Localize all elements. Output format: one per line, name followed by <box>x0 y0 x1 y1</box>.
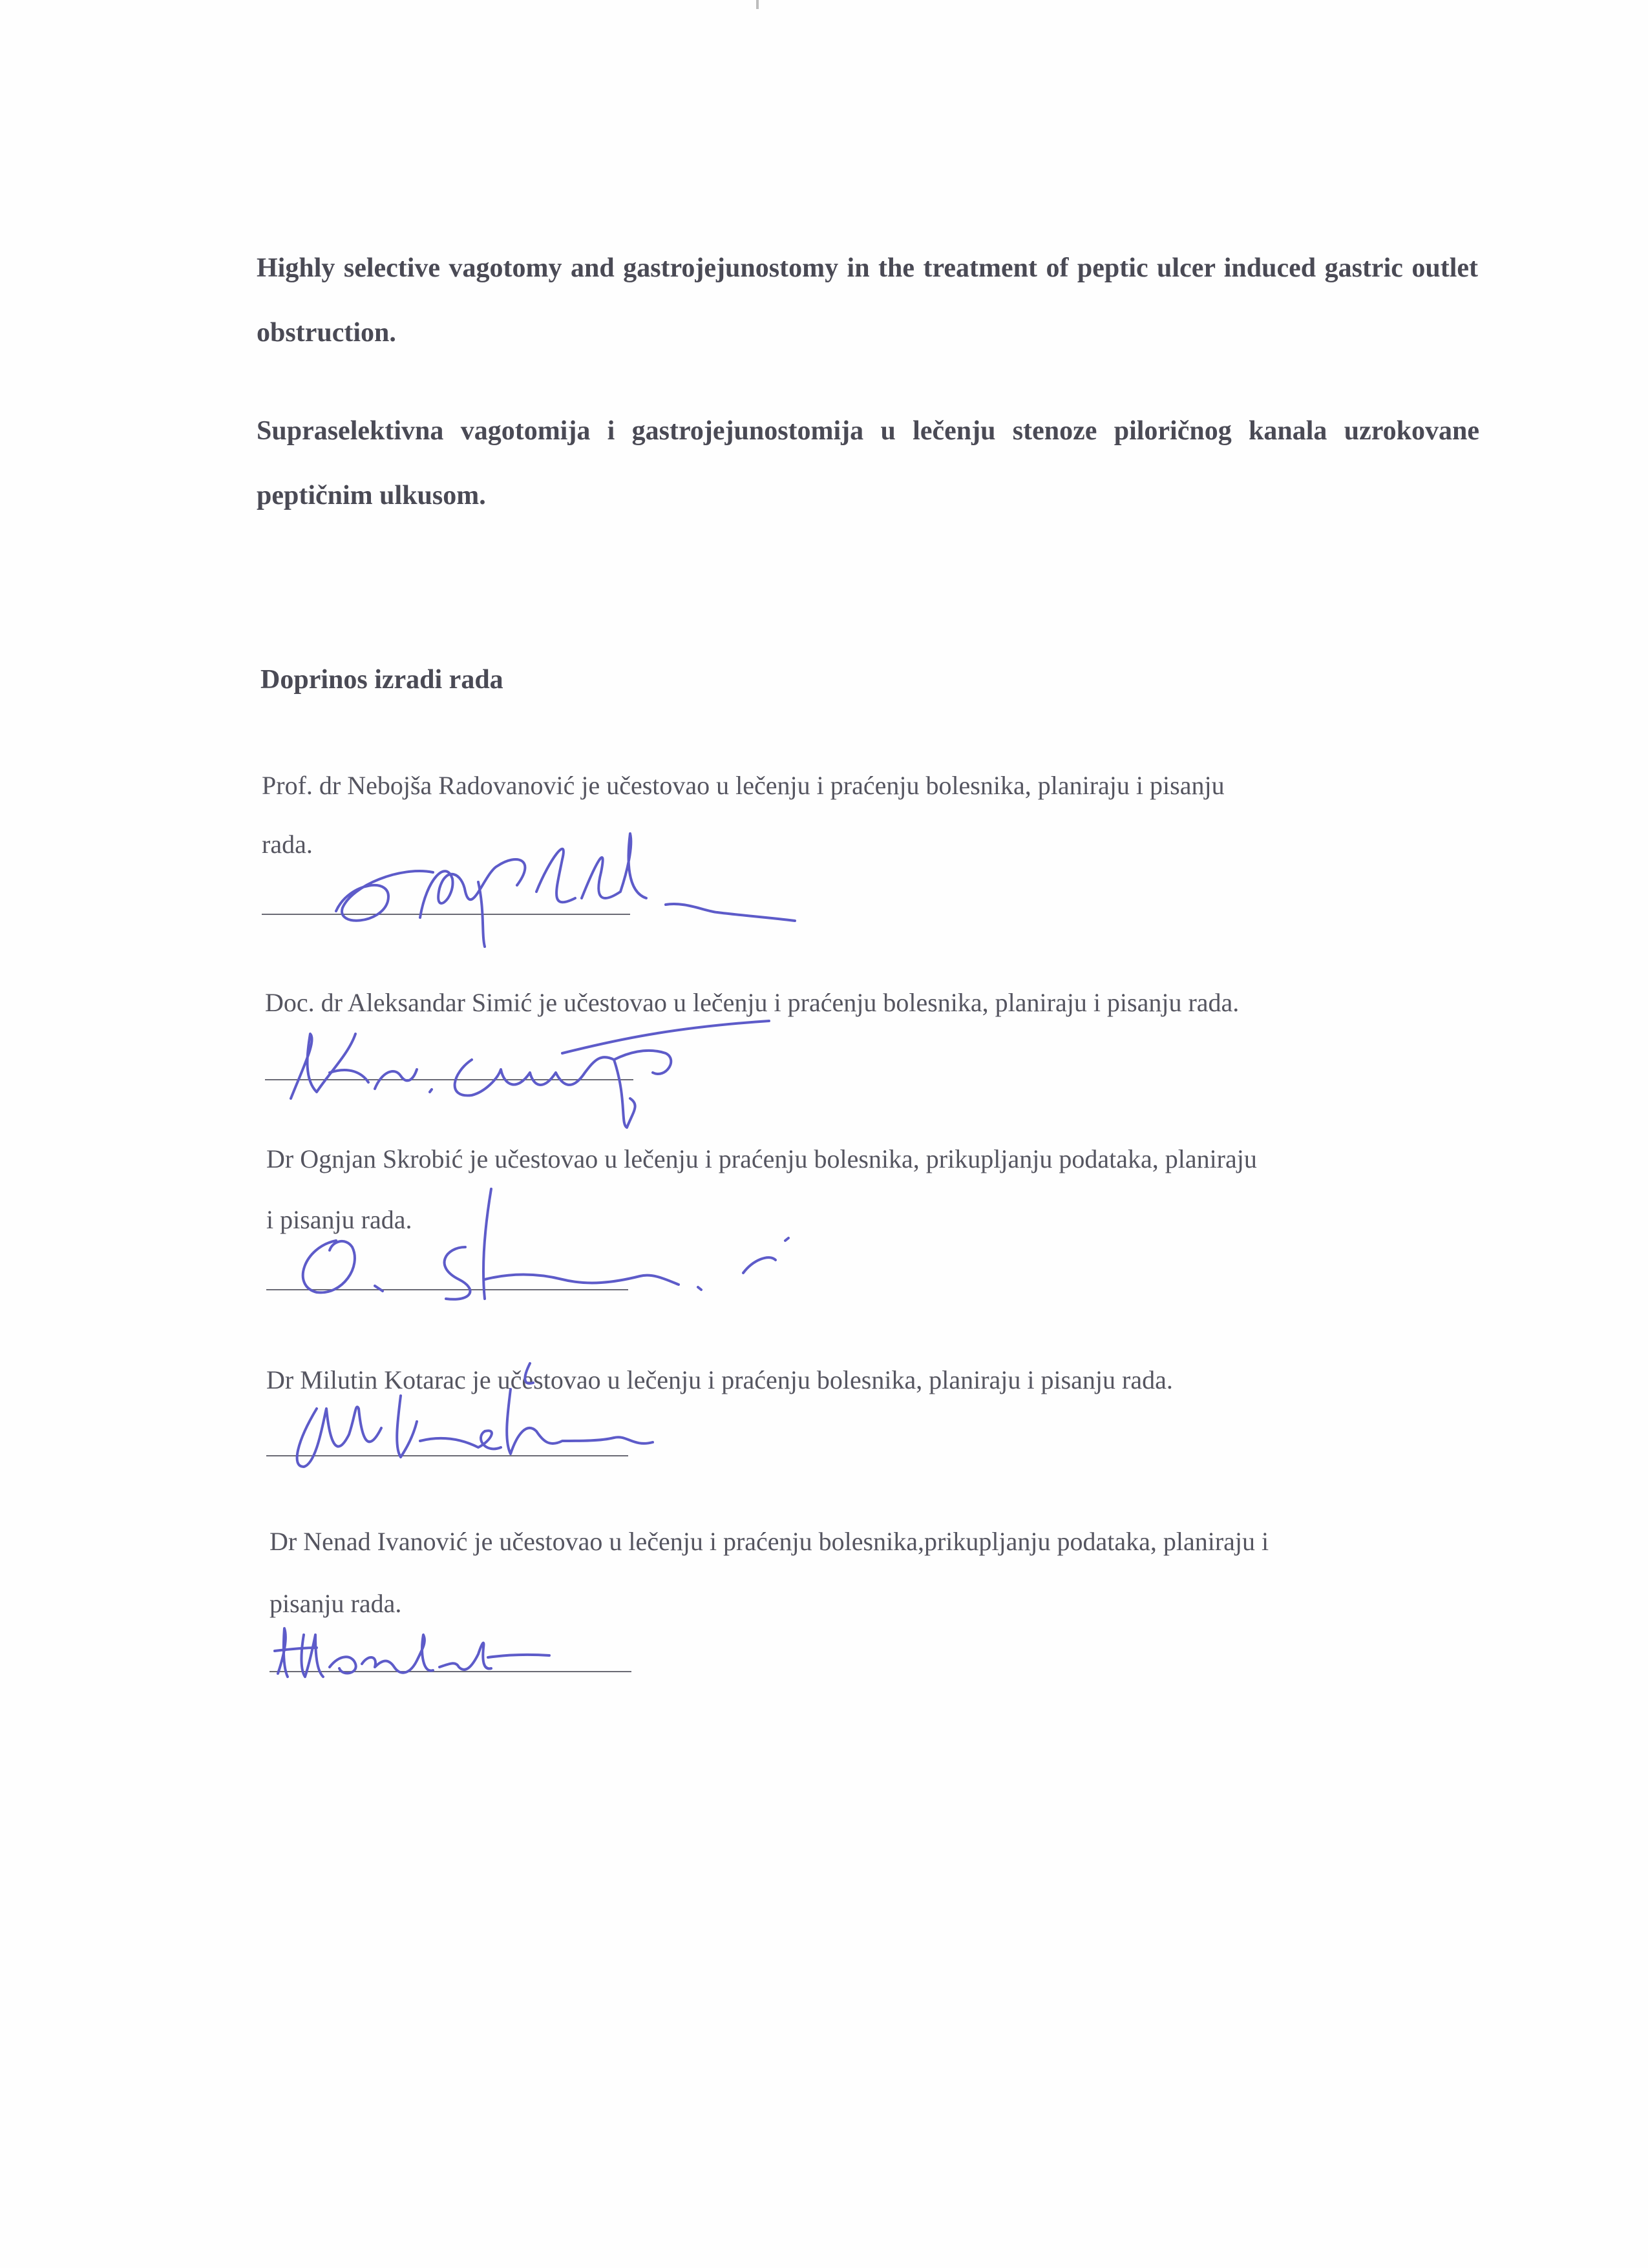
contribution-entry-4-line-1: Dr Milutin Kotarac je učestovao u lečenju i praćenju bolesnika, planiraju i pisanju rada. <box>266 1365 1173 1394</box>
signature-2 <box>278 995 782 1131</box>
serbian-title: Supraselektivna vagotomija i gastrojejunostomija u lečenju stenoze piloričnog kanala uzrokovane peptičnim ulkusom. <box>257 416 1479 510</box>
contribution-entry-5-line-1: Dr Nenad Ivanović je učestovao u lečenju i praćenju bolesnika,prikupljanju podataka, planiraju i <box>269 1527 1269 1556</box>
signature-5 <box>265 1615 556 1686</box>
contribution-entry-3-line-2: i pisanju rada. <box>266 1205 412 1234</box>
contribution-heading: Doprinos izradi rada <box>260 665 503 695</box>
contribution-entry-5-line-2: pisanju rada. <box>269 1589 402 1618</box>
contribution-entry-2-line-1: Doc. dr Aleksandar Simić je učestovao u lečenju i praćenju bolesnika, planiraju i pisanju rada. <box>265 988 1240 1017</box>
signature-3 <box>278 1176 795 1305</box>
scan-artifact-mark <box>756 0 759 9</box>
signature-1 <box>323 821 814 956</box>
contribution-entry-3-line-1: Dr Ognjan Skrobić je učestovao u lečenju i praćenju bolesnika, prikupljanju podataka, planiraju <box>266 1144 1257 1173</box>
contribution-entry-1-line-1: Prof. dr Nebojša Radovanović je učestovao u lečenju i praćenju bolesnika, planiraju i pisanju <box>262 771 1225 800</box>
english-title: Highly selective vagotomy and gastrojejunostomy in the treatment of peptic ulcer induced gastric outlet obstruction. <box>257 253 1478 348</box>
contribution-entry-1-line-2: rada. <box>262 830 313 859</box>
signature-4 <box>278 1344 730 1486</box>
